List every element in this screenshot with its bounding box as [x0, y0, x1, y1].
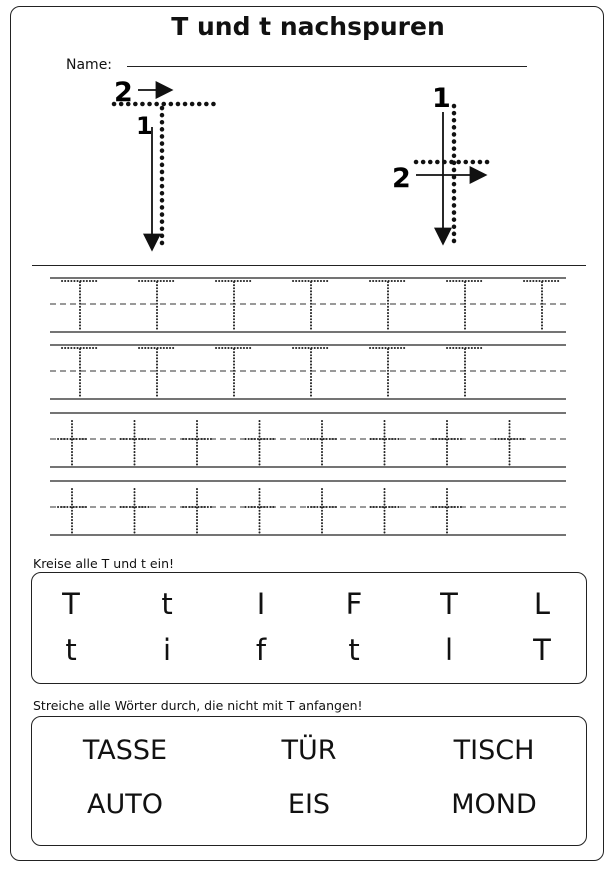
strike-task-box — [31, 716, 587, 846]
letter-item[interactable]: t — [65, 633, 77, 667]
circle-task-instruction: Kreise alle T und t ein! — [33, 556, 175, 571]
strike-task-instruction: Streiche alle Wörter durch, die nicht mit T anfangen! — [33, 698, 363, 713]
letter-item[interactable]: l — [444, 633, 454, 667]
word-item[interactable]: TASSE — [82, 735, 168, 766]
name-label: Name: — [66, 57, 113, 73]
word-item[interactable]: TÜR — [281, 735, 337, 766]
word-item[interactable]: MOND — [451, 789, 537, 820]
word-item[interactable]: TISCH — [453, 735, 535, 766]
word-item[interactable]: EIS — [287, 789, 331, 820]
letter-item[interactable]: i — [162, 633, 172, 667]
step-number: 2 — [392, 163, 411, 194]
page-title: T und t nachspuren — [171, 12, 445, 41]
letter-item[interactable]: I — [256, 587, 266, 621]
letter-item[interactable]: L — [533, 587, 551, 621]
letter-item[interactable]: t — [161, 587, 173, 621]
circle-task-box — [31, 572, 587, 684]
letter-item[interactable]: t — [348, 633, 360, 667]
step-number: 1 — [432, 83, 451, 114]
step-number: 2 — [114, 77, 133, 108]
letter-item[interactable]: T — [62, 587, 80, 621]
step-number: 1 — [136, 112, 153, 140]
word-item[interactable]: AUTO — [87, 789, 163, 820]
letter-item[interactable]: T — [440, 587, 458, 621]
letter-item[interactable]: T — [533, 633, 551, 667]
letter-item[interactable]: F — [345, 587, 363, 621]
letter-item[interactable]: f — [255, 633, 267, 667]
